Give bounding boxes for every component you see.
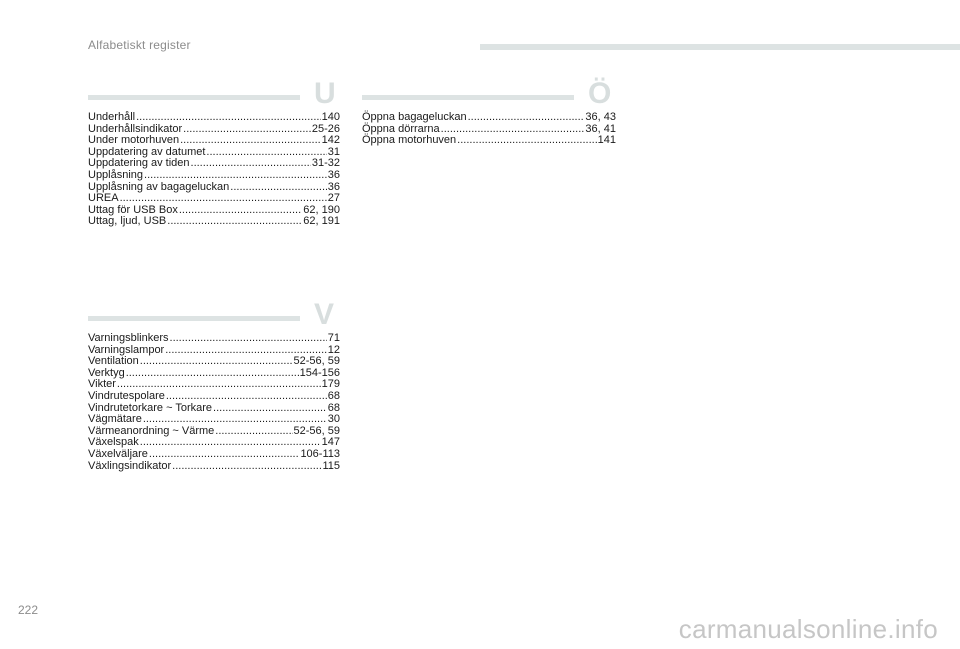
dot-leader xyxy=(143,414,327,426)
index-page-ref: 106-113 xyxy=(300,447,340,460)
index-page-ref: 147 xyxy=(321,436,340,449)
index-term: Värmeanordning ~ Värme xyxy=(88,424,215,437)
watermark: carmanualsonline.info xyxy=(678,614,938,644)
section-rule xyxy=(88,316,300,321)
index-page-ref: 36, 43 xyxy=(585,111,616,123)
index-page-ref: 142 xyxy=(321,134,340,147)
index-page-ref: 36 xyxy=(327,168,340,181)
dot-leader xyxy=(149,449,300,461)
index-page-ref: 12 xyxy=(327,343,340,356)
dot-leader xyxy=(206,147,326,159)
index-page-ref: 36 xyxy=(327,180,340,193)
index-entry xyxy=(88,461,340,473)
dot-leader xyxy=(170,333,327,345)
dot-leader xyxy=(167,216,302,228)
index-entry xyxy=(88,449,340,461)
index-entry xyxy=(88,112,340,124)
index-entry xyxy=(88,216,340,228)
dot-leader xyxy=(166,391,327,403)
index-term: Verktyg xyxy=(88,366,125,379)
index-page-ref: 62, 190 xyxy=(303,203,340,216)
index-term: UREA xyxy=(88,192,119,205)
index-term: Varningslampor xyxy=(88,343,165,356)
index-page-ref: 141 xyxy=(597,134,616,147)
index-term: Öppna bagageluckan xyxy=(362,111,467,123)
page-number: 222 xyxy=(18,603,39,617)
dot-leader xyxy=(215,426,292,438)
index-page-ref: 140 xyxy=(321,111,340,123)
index-list-u xyxy=(88,112,340,228)
dot-leader xyxy=(140,437,321,449)
index-term: Upplåsning av bagageluckan xyxy=(88,180,230,193)
header-rule xyxy=(480,44,960,50)
index-entry xyxy=(88,333,340,345)
index-entry xyxy=(88,414,340,426)
index-page-ref: 115 xyxy=(322,459,340,472)
index-term: Uppdatering av tiden xyxy=(88,157,190,170)
index-term: Växelväljare xyxy=(88,447,148,460)
index-entry xyxy=(88,170,340,182)
index-page-ref: 31 xyxy=(327,145,340,158)
index-page-ref: 179 xyxy=(321,378,340,391)
index-entry xyxy=(88,391,340,403)
dot-leader xyxy=(441,124,585,136)
index-term: Under motorhuven xyxy=(88,134,180,147)
index-page-ref: 154-156 xyxy=(299,366,340,379)
index-term: Uppdatering av datumet xyxy=(88,145,206,158)
index-term: Varningsblinkers xyxy=(88,332,169,344)
dot-leader xyxy=(126,368,299,380)
index-page-ref: 25-26 xyxy=(311,122,340,135)
index-entry xyxy=(88,368,340,380)
index-term: Upplåsning xyxy=(88,168,144,181)
index-term: Underhåll xyxy=(88,111,136,123)
index-term: Ventilation xyxy=(88,355,139,368)
dot-leader xyxy=(140,356,293,368)
index-term: Öppna motorhuven xyxy=(362,134,457,147)
index-page-ref: 36, 41 xyxy=(585,122,616,135)
index-page-ref: 52-56, 59 xyxy=(293,424,340,437)
index-term: Öppna dörrarna xyxy=(362,122,440,135)
dot-leader xyxy=(183,124,311,136)
section-letter: V xyxy=(314,298,335,331)
index-entry xyxy=(362,135,616,147)
index-page-ref: 30 xyxy=(327,413,340,426)
index-term: Vindrutetorkare ~ Torkare xyxy=(88,401,213,414)
dot-leader xyxy=(457,135,596,147)
index-page-ref: 31-32 xyxy=(311,157,340,170)
dot-leader xyxy=(213,403,327,415)
dot-leader xyxy=(468,112,585,124)
dot-leader xyxy=(136,112,321,124)
index-page-ref: 68 xyxy=(327,401,340,414)
dot-leader xyxy=(179,205,302,217)
index-entry xyxy=(362,112,616,124)
index-term: Växelspak xyxy=(88,436,139,449)
dot-leader xyxy=(120,193,327,205)
section-rule xyxy=(88,95,300,100)
index-term: Vikter xyxy=(88,378,116,391)
dot-leader xyxy=(144,170,327,182)
index-list-o-umlaut xyxy=(362,112,616,147)
index-term: Vindrutespolare xyxy=(88,389,165,402)
index-page-ref: 68 xyxy=(327,389,340,402)
index-list-v xyxy=(88,333,340,472)
index-page-ref: 27 xyxy=(327,192,340,205)
dot-leader xyxy=(191,158,311,170)
index-term: Växlingsindikator xyxy=(88,459,172,472)
dot-leader xyxy=(230,182,326,194)
section-letter: U xyxy=(314,77,336,110)
index-entry xyxy=(88,182,340,194)
dot-leader xyxy=(172,461,321,473)
index-page-ref: 52-56, 59 xyxy=(293,355,340,368)
index-term: Uttag för USB Box xyxy=(88,203,178,216)
section-rule xyxy=(362,95,574,100)
index-term: Uttag, ljud, USB xyxy=(88,215,167,228)
index-term: Vägmätare xyxy=(88,413,142,426)
index-term: Underhållsindikator xyxy=(88,122,183,135)
section-letter: Ö xyxy=(588,77,612,110)
index-page-ref: 71 xyxy=(327,332,340,344)
index-entry xyxy=(88,193,340,205)
page-title: Alfabetiskt register xyxy=(88,38,191,52)
index-page-ref: 62, 191 xyxy=(303,215,340,228)
